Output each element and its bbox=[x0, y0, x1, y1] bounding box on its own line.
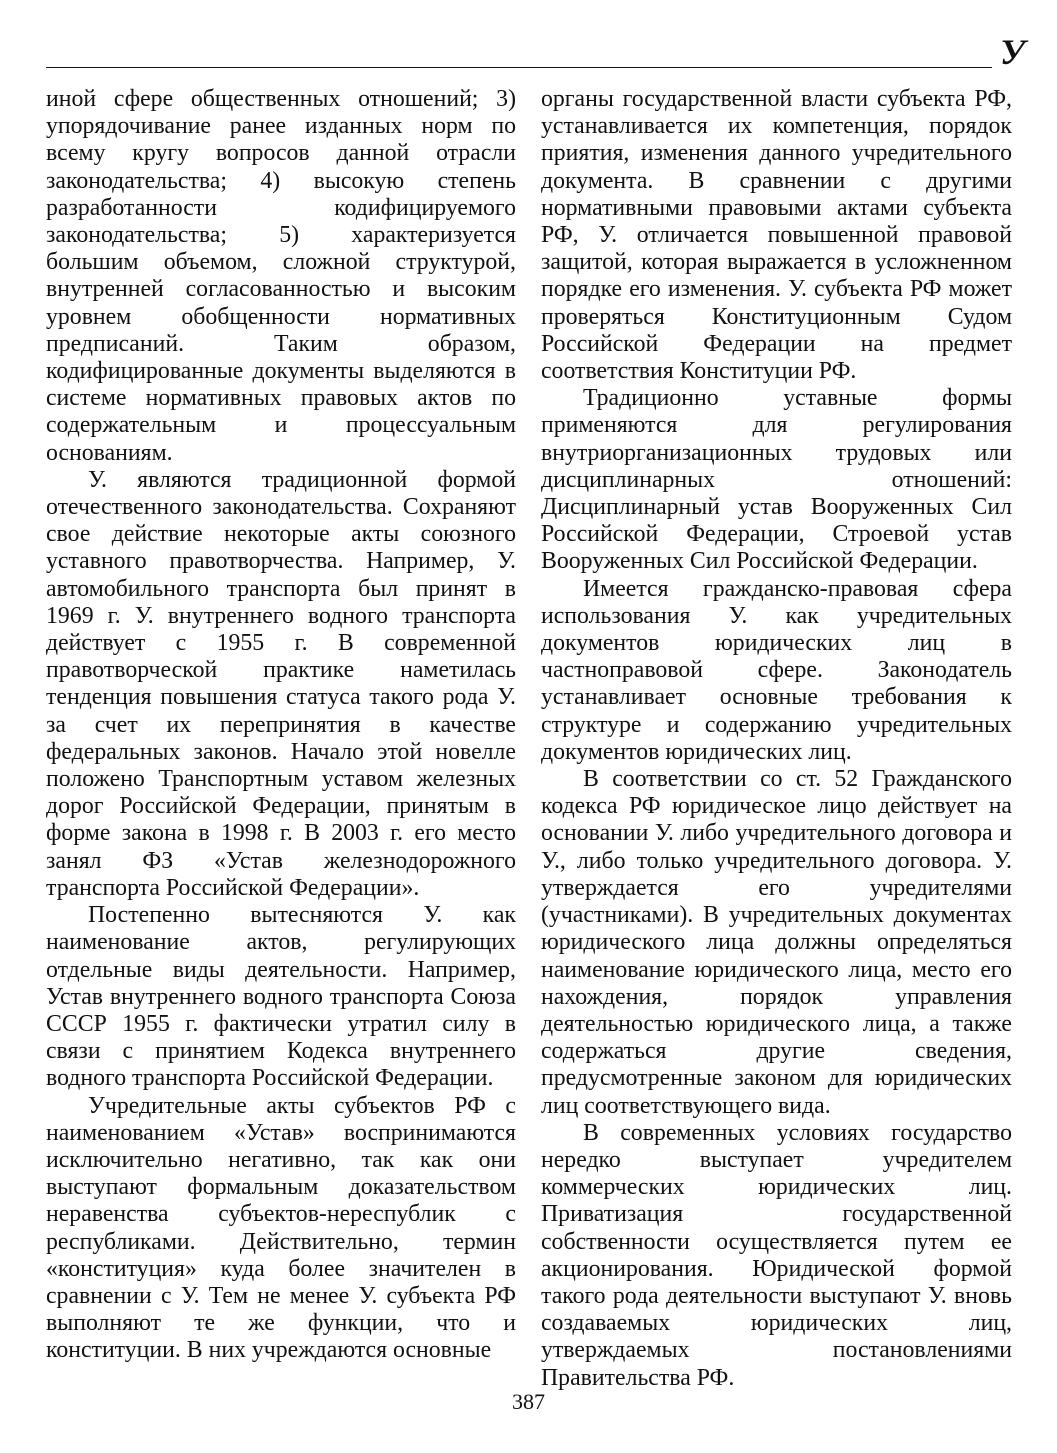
paragraph: Имеется гражданско-правовая сфера использования У. как учредительных документов юридических лиц в частноправовой сфере. Законодатель устанавливает основные требования к структуре и содержанию учредительных документов юридических лиц. bbox=[541, 575, 1012, 765]
left-column bbox=[46, 86, 516, 1365]
paragraph: иной сфере общественных отношений; 3) упорядочивание ранее изданных норм по всему кругу вопросов данной отрасли законодательства; 4) высокую степень разработанности кодифицируемого законодательства; 5) характеризуется большим объемом, сложной структурой, внутренней согласованностью и высоким уровнем обобщенности нормативных предписаний. Таким образом, кодифицированные документы выделяются в системе нормативных правовых актов по содержательным и процессуальным основаниям. bbox=[46, 86, 516, 466]
running-head-letter: У bbox=[999, 32, 1025, 72]
paragraph: органы государственной власти субъекта РФ, устанавливается их компетенция, порядок приятия, изменения данного учредительного документа. В сравнении с другими нормативными правовыми актами субъекта РФ, У. отличается повышенной правовой защитой, которая выражается в усложненном порядке его изменения. У. субъекта РФ может проверяться Конституционным Судом Российской Федерации на предмет соответствия Конституции РФ. bbox=[541, 86, 1012, 385]
paragraph: В современных условиях государство нередко выступает учредителем коммерческих юридических лиц. Приватизация государственной собственности осуществляется путем ее акционирования. Юридической формой такого рода деятельности выступают У. вновь создаваемых юридических лиц, утверждаемых постановлениями Правительства РФ. bbox=[541, 1119, 1012, 1391]
right-column bbox=[541, 86, 1012, 1392]
paragraph: В соответствии со ст. 52 Гражданского кодекса РФ юридическое лицо действует на основании У. либо учредительного договора и У., либо только учредительного договора. У. утверждается его учредителями (участниками). В учредительных документах юридического лица должны определяться наименование юридического лица, место его нахождения, порядок управления деятельностью юридического лица, а также содержаться другие сведения, предусмотренные законом для юридических лиц соответствующего вида. bbox=[541, 766, 1012, 1119]
header-rule bbox=[46, 67, 992, 68]
paragraph: Постепенно вытесняются У. как наименование актов, регулирующих отдельные виды деятельности. Например, Устав внутреннего водного транспорта Союза СССР 1955 г. фактически утратил силу в связи с принятием Кодекса внутреннего водного транспорта Российской Федерации. bbox=[46, 902, 516, 1092]
page-number: 387 bbox=[512, 1389, 545, 1414]
paragraph: У. являются традиционной формой отечественного законодательства. Сохраняют свое действие некоторые акты союзного уставного правотворчества. Например, У. автомобильного транспорта был принят в 1969 г. У. внутреннего водного транспорта действует с 1955 г. В современной правотворческой практике наметилась тенденция повышения статуса такого рода У. за счет их перепринятия в качестве федеральных законов. Начало этой новелле положено Транспортным уставом железных дорог Российской Федерации, принятым в форме закона в 1998 г. В 2003 г. его место занял ФЗ «Устав железнодорожного транспорта Российской Федерации». bbox=[46, 466, 516, 901]
paragraph: Традиционно уставные формы применяются для регулирования внутриорганизационных трудовых или дисциплинарных отношений: Дисциплинарный устав Вооруженных Сил Российской Федерации, Строевой устав Вооруженных Сил Российской Федерации. bbox=[541, 385, 1012, 575]
paragraph: Учредительные акты субъектов РФ с наименованием «Устав» воспринимаются исключительно негативно, так как они выступают формальным доказательством неравенства субъектов-нереспублик с республиками. Действительно, термин «конституция» куда более значителен в сравнении с У. Тем не менее У. субъекта РФ выполняют те же функции, что и конституции. В них учреждаются основные bbox=[46, 1092, 516, 1364]
